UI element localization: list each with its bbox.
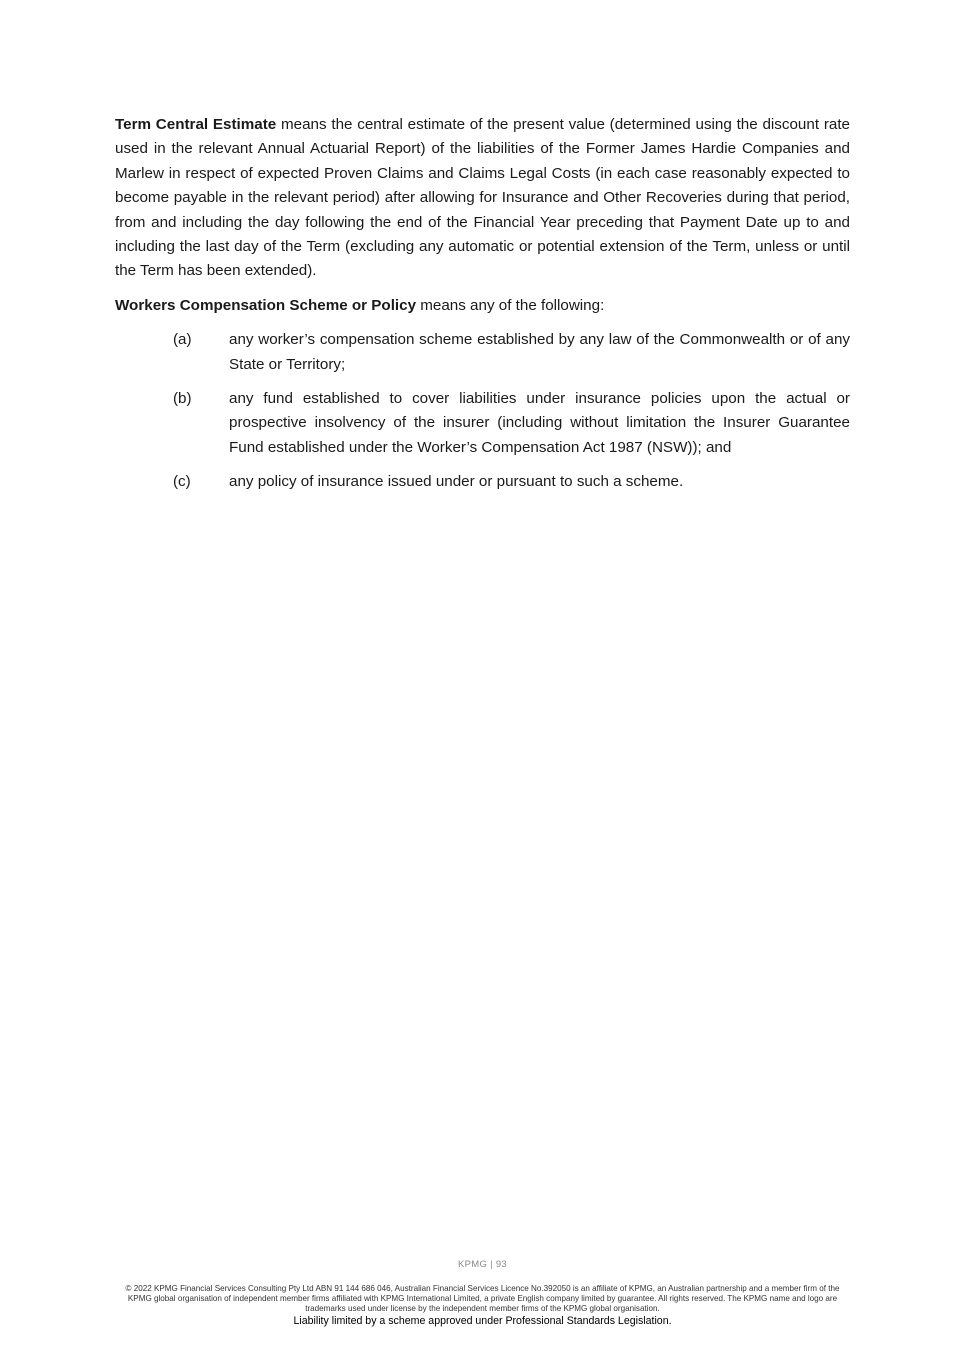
liability-notice: Liability limited by a scheme approved under Professional Standards Legislation. <box>293 1315 672 1327</box>
definition-workers-compensation-scheme <box>115 294 850 318</box>
definition-term-central-estimate <box>115 113 850 284</box>
list-item <box>115 470 850 494</box>
page-number: KPMG | 93 <box>458 1259 507 1270</box>
definition-list <box>115 328 850 494</box>
list-marker: (b) <box>173 390 192 408</box>
definition-text: means any of the following: <box>416 296 605 314</box>
document-body <box>115 113 850 505</box>
copyright-notice: © 2022 KPMG Financial Services Consulting Pty Ltd ABN 91 144 686 046, Australian Financial Services Licence No.392050 is an affiliate of KPMG, an Australian partnership and a member firm of the KPMG global organisation of independent member firms affiliated with KPMG International Limited, a private English company limited by guarantee. All rights reserved. The KPMG name and logo are trademarks used under license by the independent member firms of the KPMG global organisation. <box>125 1284 840 1313</box>
defined-term: Workers Compensation Scheme or Policy <box>115 296 417 314</box>
list-marker: (a) <box>173 331 192 349</box>
defined-term: Term Central Estimate <box>115 116 277 133</box>
list-item-text: any policy of insurance issued under or pursuant to such a scheme. <box>229 473 684 491</box>
list-item <box>115 387 850 460</box>
list-item-text: any worker’s compensation scheme established by any law of the Commonwealth or of any State or Territory; <box>229 331 850 373</box>
list-marker: (c) <box>173 473 191 491</box>
list-item <box>115 328 850 377</box>
list-item-text: any fund established to cover liabilities under insurance policies upon the actual or prospective insolvency of the insurer (including without limitation the Insurer Guarantee Fund established under the Worker’s Compensation Act 1987 (NSW)); and <box>229 390 850 456</box>
definition-text: means the central estimate of the present value (determined using the discount rate used in the relevant Annual Actuarial Report) of the liabilities of the Former James Hardie Companies and Marlew in respect of expected Proven Claims and Claims Legal Costs (in each case reasonably expected to become payable in the relevant period) after allowing for Insurance and Other Recoveries during that period, from and including the day following the end of the Financial Year preceding that Payment Date up to and including the last day of the Term (excluding any automatic or potential extension of the Term, unless or until the Term has been extended). <box>115 116 850 280</box>
